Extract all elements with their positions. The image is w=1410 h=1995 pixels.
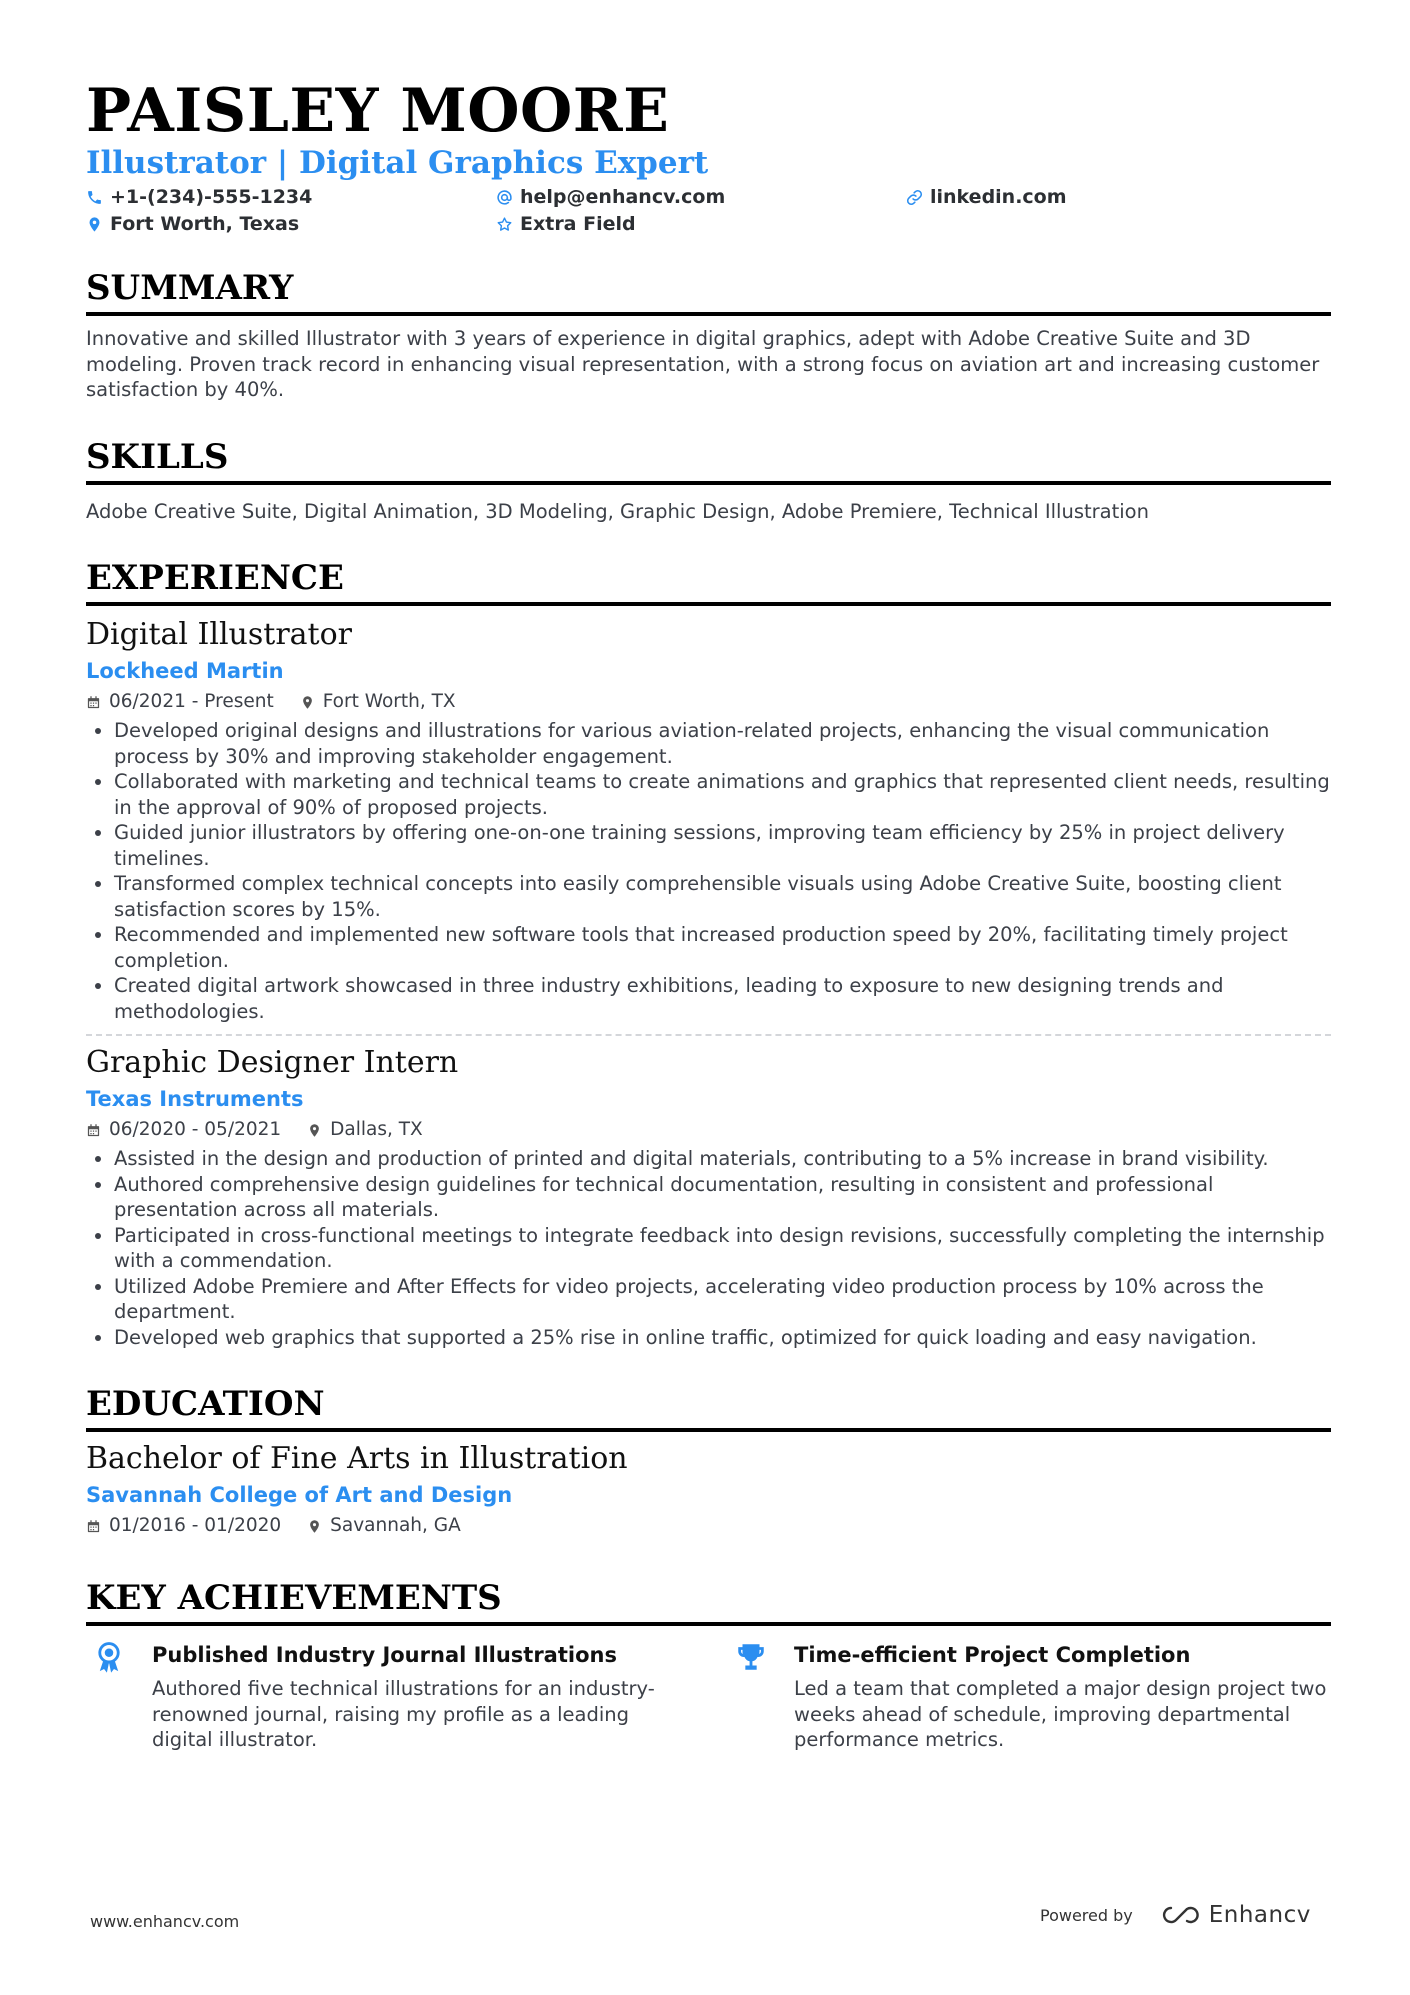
candidate-name: PAISLEY MOORE [86,76,670,146]
contact-email[interactable] [496,184,906,211]
achievement-title: Published Industry Journal Illustrations [152,1643,617,1667]
achievement-item [728,1640,1331,1753]
calendar-icon [86,695,101,710]
contact-location [86,211,496,238]
achievements-section [86,1578,1331,1753]
job-role: Digital Illustrator [86,617,353,652]
summary-section [86,268,1331,403]
contact-extra [496,211,906,238]
education-location [307,1512,461,1540]
job-bullet: • Transformed complex technical concepts into easily comprehensible visuals using Adobe Creative Suite, boosting client satisfaction scores by 15%. [114,871,1331,922]
job-bullet: • Assisted in the design and production of printed and digital materials, contributing to a 5% increase in brand visibility. [114,1146,1331,1172]
achievements-title: KEY ACHIEVEMENTS [86,1578,1331,1626]
education-location-text: Savannah, GA [330,1515,461,1536]
brand-logo[interactable] [1157,1902,1311,1928]
education-meta [86,1512,1331,1540]
map-pin-icon [307,1123,322,1138]
linkedin-text: linkedin.com [930,186,1067,208]
job-bullet: • Utilized Adobe Premiere and After Effects for video projects, accelerating video production process by 10% across the department. [114,1274,1331,1325]
job-location-text: Dallas, TX [330,1119,423,1140]
achievement-item [86,1640,728,1753]
job-bullet: • Guided junior illustrators by offering one-on-one training sessions, improving team efficiency by 25% in project delivery timelines. [114,820,1331,871]
award-ribbon-icon [92,1640,126,1674]
phone-icon [86,189,103,206]
job-dates: 06/2020 - 05/2021 [109,1119,282,1140]
job-bullet: • Participated in cross-functional meetings to integrate feedback into design revisions, successfully completing the internship with a commendation. [114,1223,1331,1274]
link-icon [906,189,923,206]
contact-info [86,184,1331,238]
experience-section [86,558,1331,1350]
enhancv-logo-icon [1157,1903,1201,1927]
job-dates: 06/2021 - Present [109,691,274,712]
job-entry [86,1044,1331,1350]
location-text: Fort Worth, Texas [110,213,300,235]
skills-section [86,437,1331,525]
job-location [300,688,456,716]
achievement-desc: Led a team that completed a major design project two weeks ahead of schedule, improving departmental performance metrics. [794,1677,1327,1751]
experience-title: EXPERIENCE [86,558,1331,606]
summary-text: Innovative and skilled Illustrator with 3 years of experience in digital graphics, adept with Adobe Creative Suite and 3D modeling. Proven track record in enhancing visual representation, with a strong focus on aviation art and increasing customer satisfaction by 40%. [86,327,1320,401]
job-bullet: • Collaborated with marketing and technical teams to create animations and graphics that represented client needs, resulting in the approval of 90% of proposed projects. [114,769,1331,820]
education-degree: Bachelor of Fine Arts in Illustration [86,1441,628,1476]
at-sign-icon [496,189,513,206]
job-bullets [86,718,1331,1024]
education-school: Savannah College of Art and Design [86,1483,513,1507]
calendar-icon [86,1123,101,1138]
extra-field-text: Extra Field [520,213,636,235]
brand-name: Enhancv [1208,1902,1311,1928]
job-divider [86,1034,1331,1036]
job-entry [86,616,1331,1024]
job-bullet: • Developed original designs and illustrations for various aviation-related projects, enhancing the visual communication process by 30% and improving stakeholder engagement. [114,718,1331,769]
achievement-desc: Authored five technical illustrations for an industry-renowned journal, raising my profile as a leading digital illustrator. [152,1677,655,1751]
footer-branding [1040,1902,1311,1928]
job-bullet: • Created digital artwork showcased in three industry exhibitions, leading to exposure to new designing trends and methodologies. [114,973,1331,1024]
achievement-title: Time-efficient Project Completion [794,1643,1191,1667]
job-bullets [86,1146,1331,1350]
map-pin-icon [307,1519,322,1534]
job-bullet: • Authored comprehensive design guidelines for technical documentation, resulting in consistent and professional presentation across all materials. [114,1172,1331,1223]
education-title: EDUCATION [86,1384,1331,1432]
job-bullet: • Developed web graphics that supported a 25% rise in online traffic, optimized for quick loading and easy navigation. [114,1325,1331,1351]
summary-title: SUMMARY [86,268,1331,316]
contact-linkedin[interactable] [906,184,1316,211]
achievements-list [86,1640,1331,1753]
skills-title: SKILLS [86,437,1331,485]
job-role: Graphic Designer Intern [86,1045,459,1080]
footer-website[interactable]: www.enhancv.com [90,1912,240,1931]
star-icon [496,216,513,233]
education-section [86,1384,1331,1540]
job-company: Lockheed Martin [86,659,284,683]
job-location [307,1116,423,1144]
skills-text: Adobe Creative Suite, Digital Animation, 3D Modeling, Graphic Design, Adobe Premiere, Technical Illustration [86,499,1149,523]
calendar-icon [86,1519,101,1534]
job-meta [86,1116,1331,1144]
education-dates: 01/2016 - 01/2020 [109,1515,282,1536]
job-company: Texas Instruments [86,1087,304,1111]
candidate-headline: Illustrator | Digital Graphics Expert [86,145,709,181]
map-pin-icon [300,695,315,710]
trophy-icon [734,1640,768,1674]
powered-by-label: Powered by [1040,1905,1133,1925]
phone-text: +1-(234)-555-1234 [110,186,313,208]
job-bullet: • Recommended and implemented new software tools that increased production speed by 20%, facilitating timely project completion. [114,922,1331,973]
job-location-text: Fort Worth, TX [322,691,456,712]
job-meta [86,688,1331,716]
map-pin-icon [86,216,103,233]
email-text: help@enhancv.com [520,186,726,208]
resume-content [86,78,1331,1753]
contact-phone[interactable] [86,184,496,211]
